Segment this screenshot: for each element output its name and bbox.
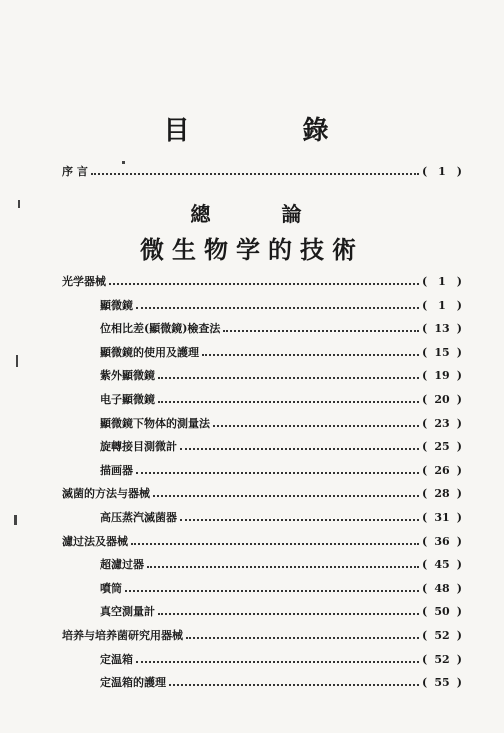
toc-row (100, 602, 462, 620)
toc-page-number: ( 15 ) (422, 345, 462, 359)
toc-label: 真空測量計 (100, 605, 155, 618)
toc-page-number: ( 31 ) (422, 510, 462, 524)
toc-label: 电子顯微鏡 (100, 393, 155, 406)
leader-dots (169, 684, 419, 686)
leader-dots (131, 543, 419, 545)
toc-row (100, 461, 462, 479)
toc-label: 位相比差(顯微鏡)檢查法 (100, 322, 221, 335)
toc-page-number: ( 36 ) (422, 534, 462, 548)
toc-row (100, 414, 462, 432)
toc-page-number: ( 1 ) (422, 298, 462, 312)
toc-row (62, 272, 462, 290)
leader-dots (186, 637, 419, 639)
leader-dots (153, 495, 419, 497)
section-heading: 總 論 (190, 202, 334, 226)
toc-label: 高压蒸汽滅菌器 (100, 511, 177, 524)
leader-dots (136, 661, 419, 663)
toc-label: 定温箱 (100, 653, 133, 666)
toc-row (100, 366, 462, 384)
toc-row-preface (62, 162, 462, 180)
scan-speck (14, 515, 17, 525)
toc-label: 定温箱的護理 (100, 676, 166, 689)
toc-page-number: ( 26 ) (422, 463, 462, 477)
toc-page-number: ( 50 ) (422, 604, 462, 618)
page-title: 目 錄 (163, 116, 381, 146)
toc-label: 顯微鏡下物体的測量法 (100, 417, 210, 430)
toc-page-number: ( 25 ) (422, 439, 462, 453)
toc-row (100, 673, 462, 691)
toc-label: 旋轉接目測微計 (100, 440, 177, 453)
toc-row (62, 532, 462, 550)
toc-label: 噴筒 (100, 582, 122, 595)
section-subtitle: 微生物学的技術 (140, 235, 364, 264)
toc-page-number: ( 52 ) (422, 628, 462, 642)
leader-dots (125, 590, 419, 592)
toc-page-number: ( 1 ) (422, 274, 462, 288)
toc-label: 濾过法及器械 (62, 535, 128, 548)
toc-page-number: ( 13 ) (422, 321, 462, 335)
toc-label: 紫外顯微鏡 (100, 369, 155, 382)
leader-dots (202, 354, 419, 356)
scan-speck (18, 200, 20, 208)
scan-speck (122, 161, 125, 164)
leader-dots (158, 377, 419, 379)
toc-row (100, 390, 462, 408)
toc-label: 序 言 (62, 165, 88, 178)
toc-page-number: ( 52 ) (422, 652, 462, 666)
toc-page-number: ( 1 ) (422, 164, 462, 178)
toc-label: 顯微鏡 (100, 299, 133, 312)
toc-page-number: ( 23 ) (422, 416, 462, 430)
toc-page-number: ( 45 ) (422, 557, 462, 571)
toc-label: 超濾过器 (100, 558, 144, 571)
toc-page-number: ( 55 ) (422, 675, 462, 689)
leader-dots (136, 307, 419, 309)
toc-row (62, 484, 462, 502)
leader-dots (158, 401, 419, 403)
leader-dots (91, 173, 419, 175)
scan-speck (16, 355, 18, 367)
toc-row (100, 508, 462, 526)
toc-row (100, 579, 462, 597)
toc-row (100, 437, 462, 455)
leader-dots (147, 566, 419, 568)
toc-label: 描画器 (100, 464, 133, 477)
leader-dots (136, 472, 419, 474)
leader-dots (109, 283, 419, 285)
toc-row (100, 555, 462, 573)
toc-page-number: ( 20 ) (422, 392, 462, 406)
leader-dots (180, 519, 419, 521)
leader-dots (180, 448, 419, 450)
toc-label: 顯微鏡的使用及護理 (100, 346, 199, 359)
toc-label: 光学器械 (62, 275, 106, 288)
toc-label: 滅菌的方法与器械 (62, 487, 150, 500)
toc-row (100, 343, 462, 361)
toc-row (100, 296, 462, 314)
toc-row (62, 626, 462, 644)
leader-dots (213, 425, 419, 427)
toc-page-number: ( 48 ) (422, 581, 462, 595)
toc-label: 培养与培养菌研究用器械 (62, 629, 183, 642)
toc-row (100, 319, 462, 337)
leader-dots (158, 613, 419, 615)
toc-page-number: ( 19 ) (422, 368, 462, 382)
toc-row (100, 650, 462, 668)
leader-dots (223, 330, 419, 332)
toc-page-number: ( 28 ) (422, 486, 462, 500)
